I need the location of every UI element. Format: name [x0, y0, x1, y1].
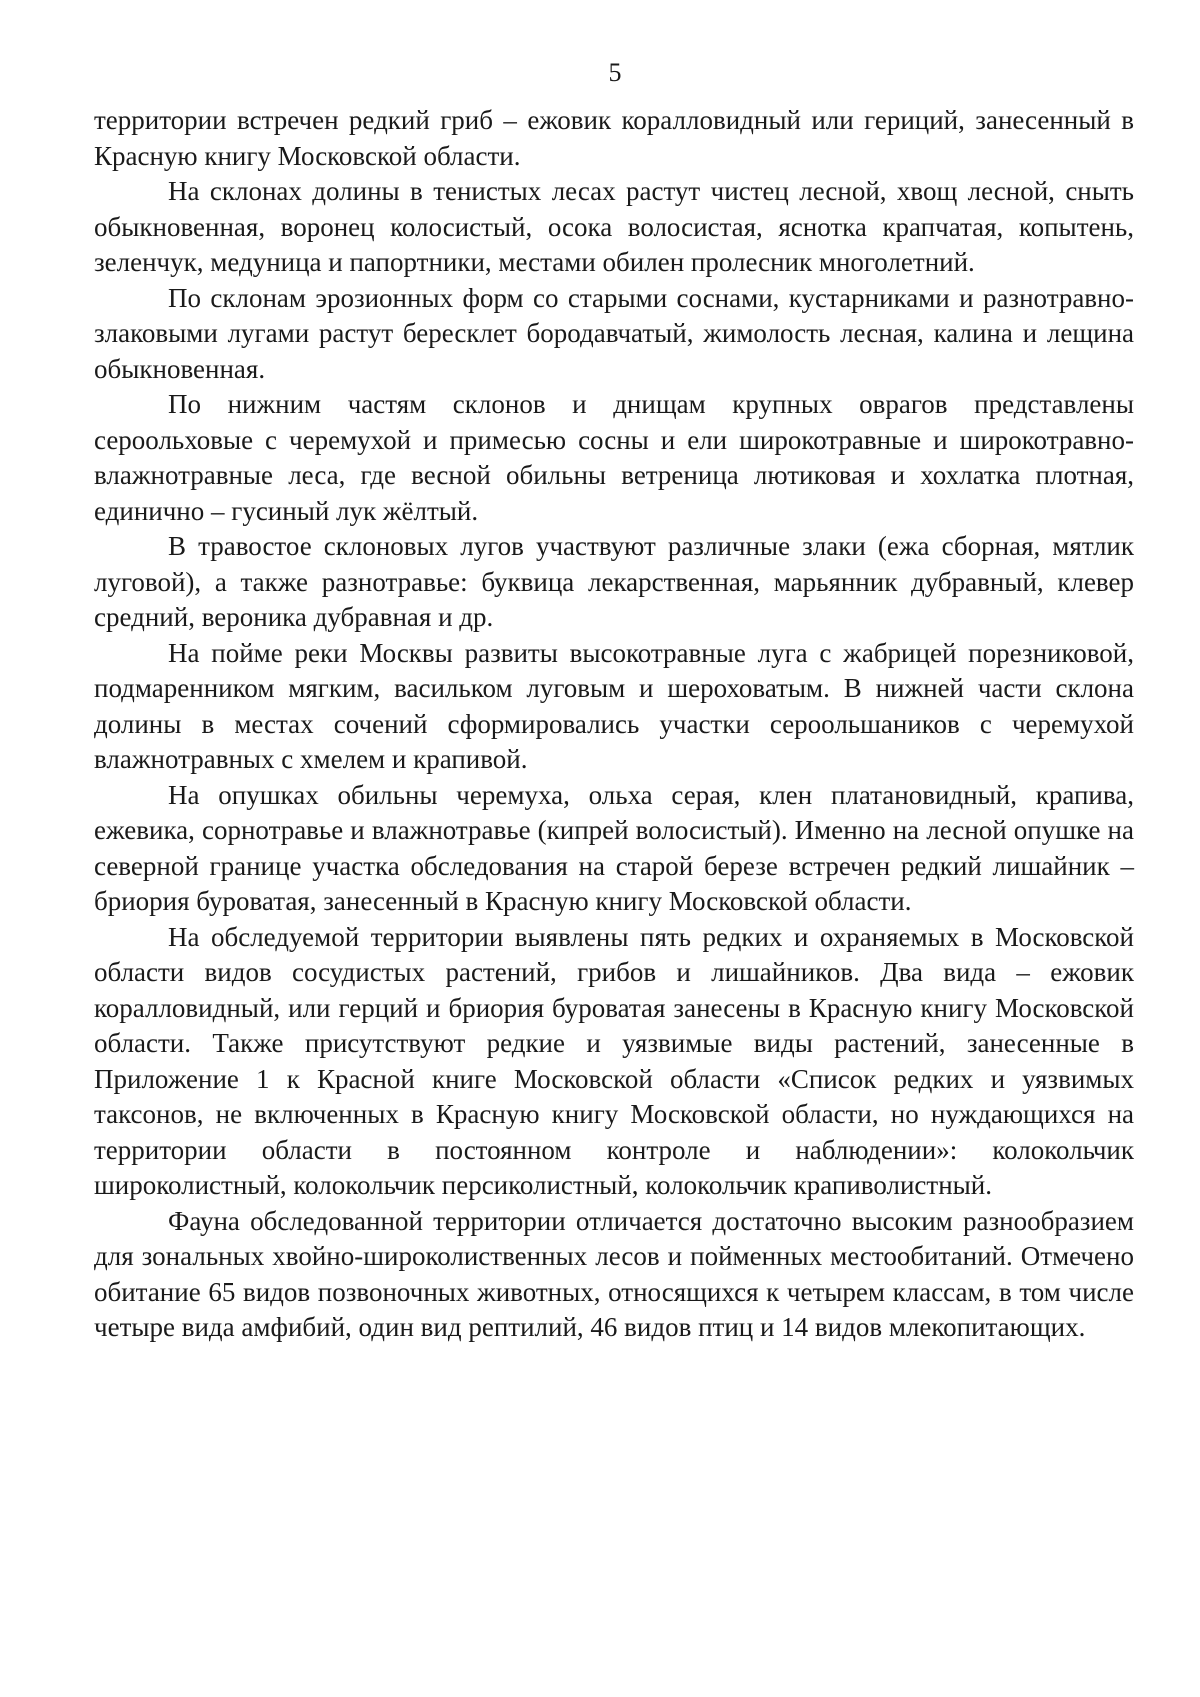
- paragraph-continuation: территории встречен редкий гриб – ежовик коралловидный или гериций, занесенный в Красную книгу Московской области.: [94, 105, 1134, 171]
- paragraph-fauna: Фауна обследованной территории отличается достаточно высоким разнообразием для зональных хвойно-широколиственных лесов и пойменных местообитаний. Отмечено обитание 65 видов позвоночных животных, относящихся к четырем классам, в том числе четыре вида амфибий, один вид рептилий, 46 видов птиц и 14 видов млекопитающих.: [94, 1205, 1134, 1342]
- paragraph-rare-species: На обследуемой территории выявлены пять редких и охраняемых в Московской области видов сосудистых растений, грибов и лишайников. Два вида – ежовик коралловидный, или герций и бриория буроватая занесены в Красную книгу Московской области. Также присутствуют редкие и уязвимые виды растений, занесенные в Приложение 1 к Красной книге Московской области «Список редких и уязвимых таксонов, не включенных в Красную книгу Московской области, но нуждающихся на территории области в постоянном контроле и наблюдении»: колокольчик широколистный, колокольчик персиколистный, колокольчик крапиволистный.: [94, 921, 1134, 1200]
- paragraph-erosion-forms: По склонам эрозионных форм со старыми соснами, кустарниками и разнотравно-злаковыми лугами растут бересклет бородавчатый, жимолость лесная, калина и лещина обыкновенная.: [94, 282, 1134, 384]
- paragraph-ravines: По нижним частям склонов и днищам крупных оврагов представлены сероольховые с черемухой и примесью сосны и ели широкотравные и широкотравно-влажнотравные леса, где весной обильны ветреница лютиковая и хохлатка плотная, единично – гусиный лук жёлтый.: [94, 389, 1134, 526]
- paragraph-forest-edges: На опушках обильны черемуха, ольха серая, клен платановидный, крапива, ежевика, сорнотравье и влажнотравье (кипрей волосистый). Именно на лесной опушке на северной границе участка обследования на старой березе встречен редкий лишайник – бриория буроватая, занесенный в Красную книгу Московской области.: [94, 779, 1134, 916]
- page-number: 5: [608, 58, 622, 87]
- document-body: [94, 103, 1134, 1346]
- paragraph-floodplain: На пойме реки Москвы развиты высокотравные луга с жабрицей порезниковой, подмаренником мягким, васильком луговым и шероховатым. В нижней части склона долины в местах сочений сформировались участки сероольшаников с черемухой влажнотравных с хмелем и крапивой.: [94, 637, 1134, 774]
- paragraph-slope-meadows: В травостое склоновых лугов участвуют различные злаки (ежа сборная, мятлик луговой), а также разнотравье: буквица лекарственная, марьянник дубравный, клевер средний, вероника дубравная и др.: [94, 531, 1134, 632]
- paragraph-valley-slopes: На склонах долины в тенистых лесах растут чистец лесной, хвощ лесной, сныть обыкновенная, воронец колосистый, осока волосистая, яснотка крапчатая, копытень, зеленчук, медуница и папортники, местами обилен пролесник многолетний.: [94, 176, 1134, 277]
